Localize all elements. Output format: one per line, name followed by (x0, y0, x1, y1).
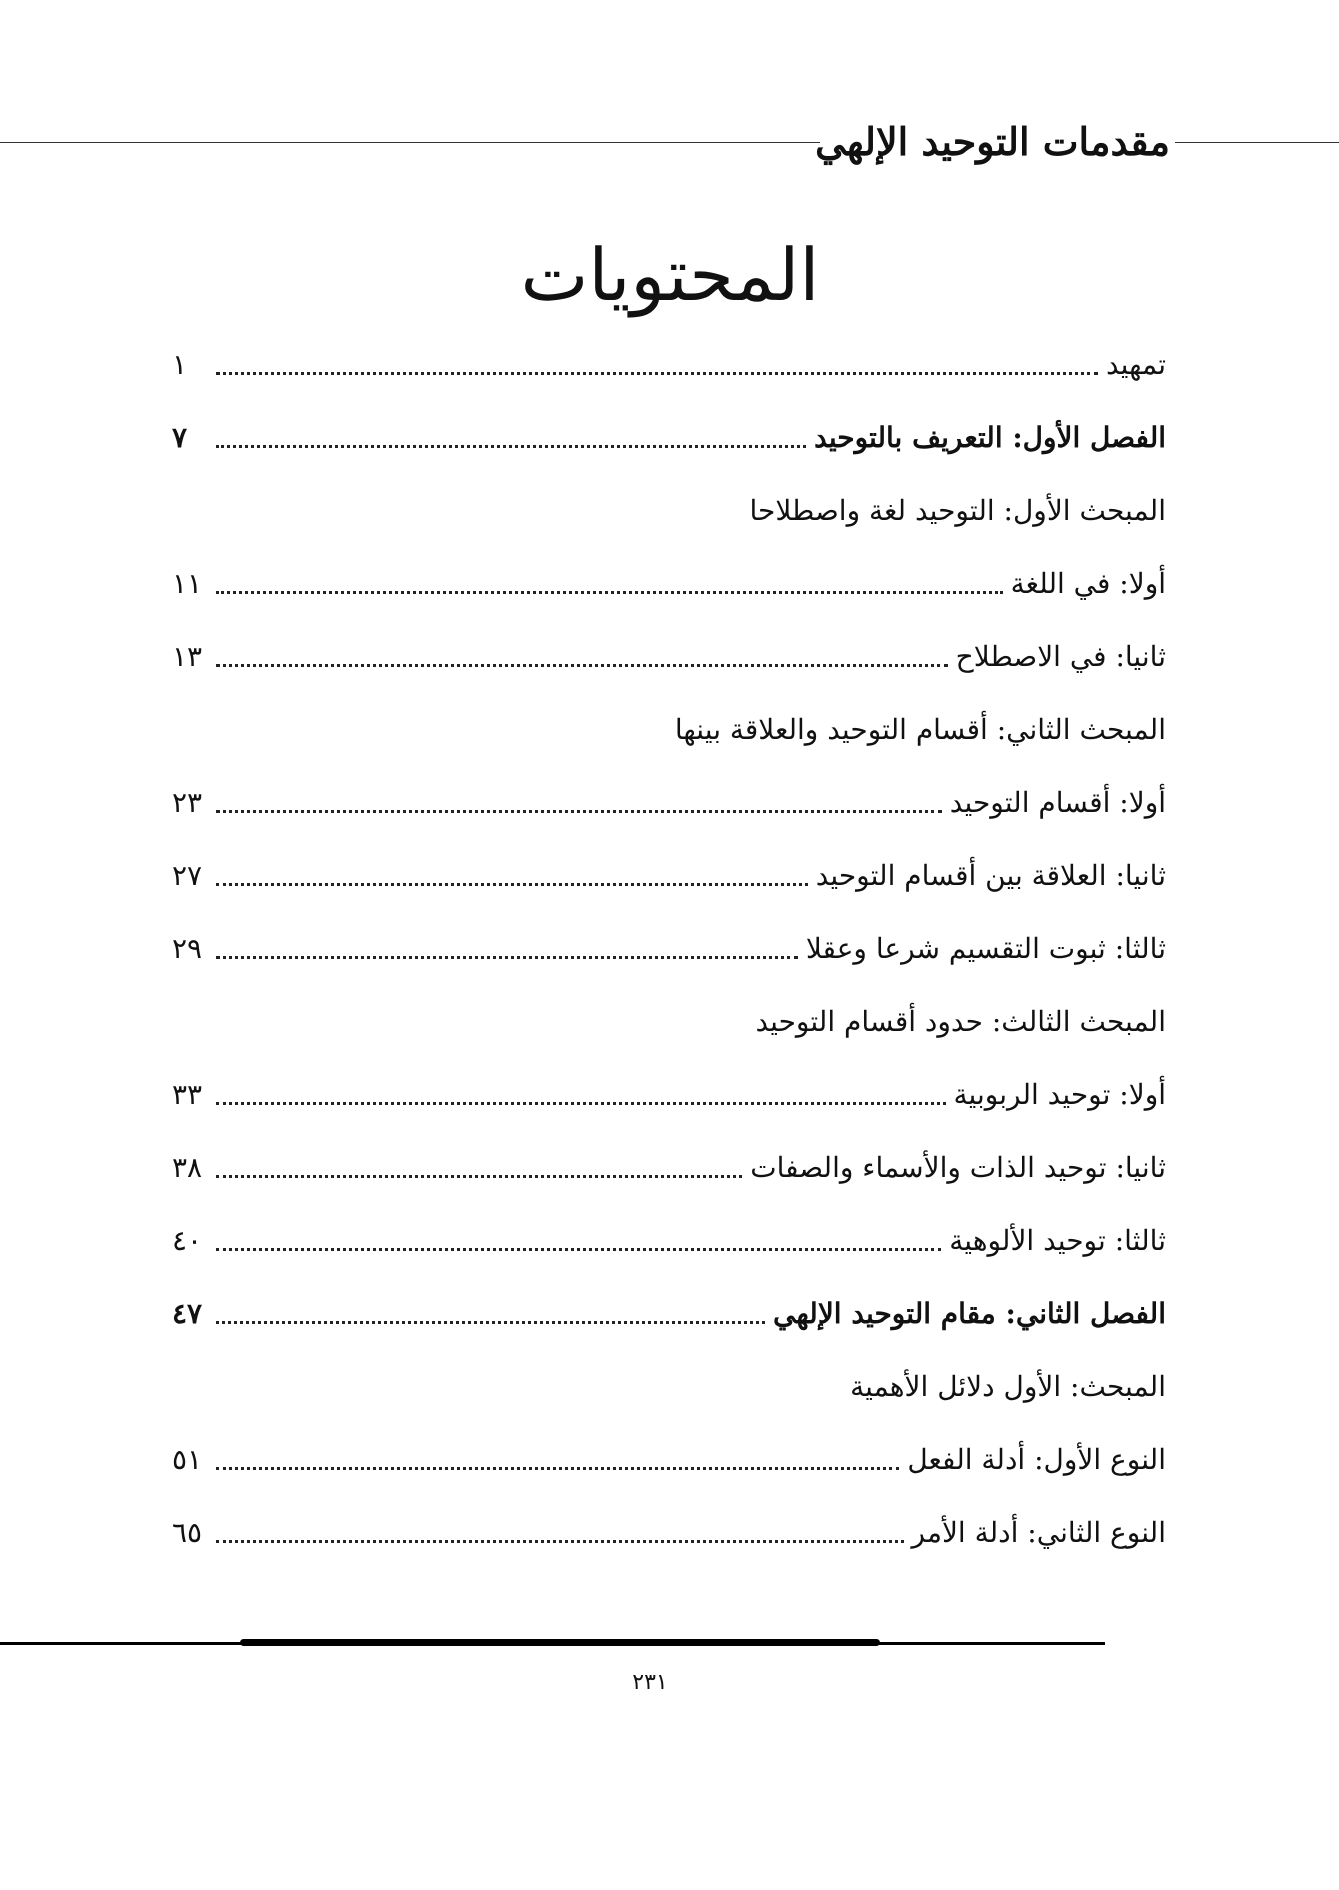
toc-entry-label: المبحث الأول: التوحيد لغة واصطلاحا (749, 494, 1166, 527)
toc-entry[interactable] (172, 1215, 1166, 1267)
toc-entry-label: ثانيا: العلاقة بين أقسام التوحيد (815, 859, 1166, 892)
toc-entry[interactable] (172, 1507, 1166, 1559)
toc-page-number: ٦٥ (172, 1516, 203, 1549)
toc-leader-dots (216, 664, 948, 667)
toc-entry-label: أولا: توحيد الربوبية (953, 1078, 1166, 1111)
toc-entry[interactable] (172, 777, 1166, 829)
toc-entry[interactable] (172, 1069, 1166, 1121)
toc-entry[interactable] (172, 339, 1166, 391)
toc-entry-label: ثانيا: في الاصطلاح (955, 640, 1166, 673)
toc-page-number: ٤٠ (172, 1224, 203, 1257)
page-number: ٢٣١ (632, 1670, 668, 1695)
toc-page-number: ١١ (172, 567, 203, 600)
toc-page-number: ٣٣ (172, 1078, 203, 1111)
toc-leader-dots (216, 1175, 742, 1178)
toc-leader-dots (216, 1540, 904, 1543)
toc-page-number: ٣٨ (172, 1151, 203, 1184)
toc-entry-label: المبحث: الأول دلائل الأهمية (850, 1370, 1166, 1403)
toc-leader-dots (216, 372, 1098, 375)
footer-rule-swell (240, 1639, 880, 1646)
toc-entry-label: ثالثا: ثبوت التقسيم شرعا وعقلا (805, 932, 1166, 965)
toc-entry[interactable] (172, 1361, 1166, 1413)
toc-entry[interactable] (172, 850, 1166, 902)
toc-leader-dots (216, 1102, 946, 1105)
toc-entry-label: المبحث الثالث: حدود أقسام التوحيد (755, 1005, 1166, 1038)
toc-entry[interactable] (172, 485, 1166, 537)
toc-leader-dots (216, 1467, 899, 1470)
toc-entry[interactable] (172, 1142, 1166, 1194)
toc-entry-label: النوع الأول: أدلة الفعل (907, 1443, 1166, 1476)
toc-entry-label: المبحث الثاني: أقسام التوحيد والعلاقة بينها (674, 713, 1166, 746)
toc-leader-dots (216, 956, 798, 959)
toc-entry-label: أولا: في اللغة (1010, 567, 1166, 600)
toc-entry[interactable] (172, 1434, 1166, 1486)
toc-entry[interactable] (172, 704, 1166, 756)
toc-entry[interactable] (172, 412, 1166, 464)
toc-page-number: ٢٣ (172, 786, 203, 819)
toc-page-number: ٢٧ (172, 859, 203, 892)
toc-page-number: ٤٧ (172, 1297, 203, 1330)
toc-page-number: ٢٩ (172, 932, 203, 965)
toc-entry-label: أولا: أقسام التوحيد (949, 786, 1166, 819)
toc-page-number: ١ (172, 348, 188, 381)
toc-entry-label: ثانيا: توحيد الذات والأسماء والصفات (750, 1151, 1166, 1184)
toc-entry[interactable] (172, 558, 1166, 610)
toc-entry[interactable] (172, 1288, 1166, 1340)
running-header-title: مقدمات التوحيد الإلهي (815, 119, 1170, 164)
toc-entry-label: النوع الثاني: أدلة الأمر (911, 1516, 1166, 1549)
toc-entry-label: الفصل الثاني: مقام التوحيد الإلهي (773, 1297, 1166, 1330)
toc-entry-label: تمهيد (1105, 348, 1166, 381)
toc-leader-dots (216, 883, 808, 886)
toc-entry[interactable] (172, 631, 1166, 683)
toc-entry-label: الفصل الأول: التعريف بالتوحيد (814, 421, 1166, 454)
toc-entry[interactable] (172, 923, 1166, 975)
toc-leader-dots (216, 810, 942, 813)
toc-leader-dots (216, 445, 806, 448)
toc-entry[interactable] (172, 996, 1166, 1048)
toc-page-number: ٥١ (172, 1443, 203, 1476)
toc-page-number: ١٣ (172, 640, 203, 673)
toc-leader-dots (216, 1248, 941, 1251)
toc-leader-dots (216, 1321, 765, 1324)
page-title: المحتويات (520, 233, 820, 317)
toc-entry-label: ثالثا: توحيد الألوهية (949, 1224, 1166, 1257)
toc-leader-dots (216, 591, 1003, 594)
toc-page-number: ٧ (172, 421, 188, 454)
